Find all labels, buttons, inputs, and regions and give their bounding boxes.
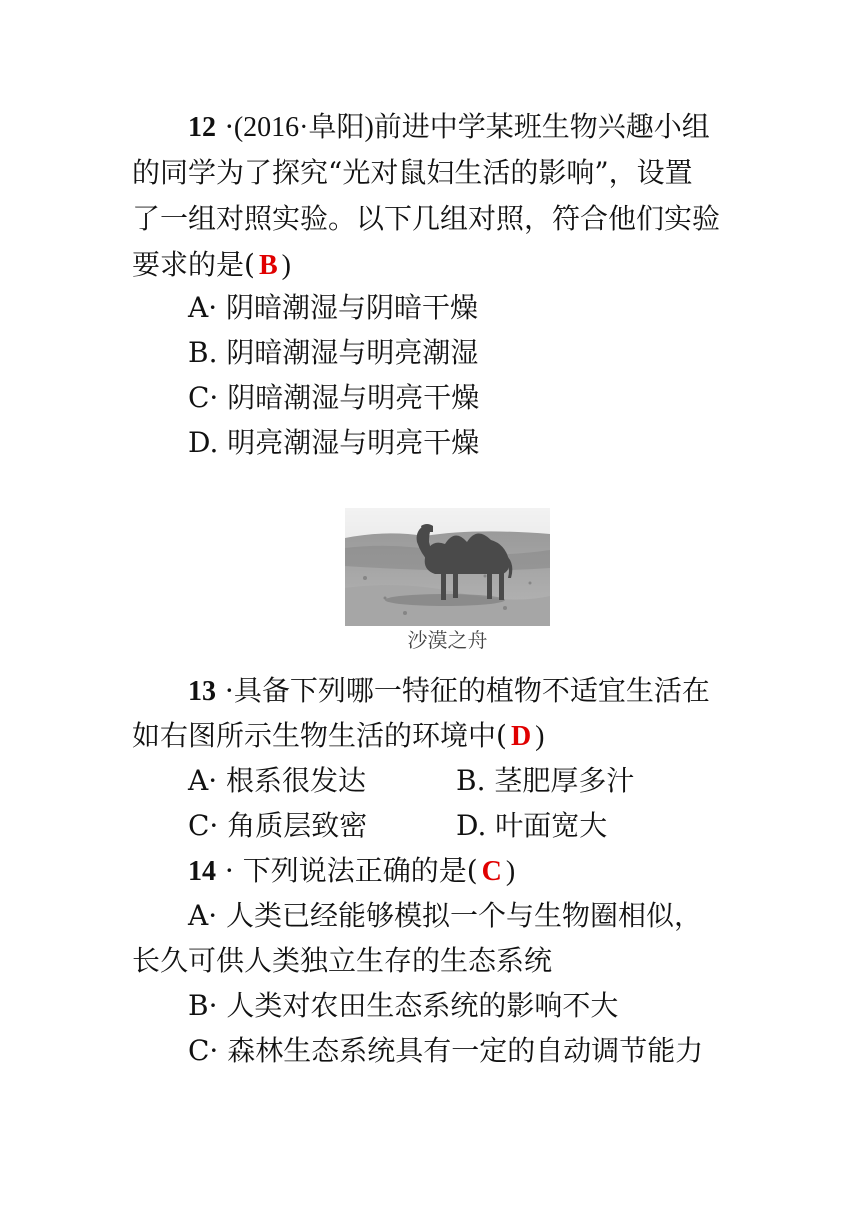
q13-number: 13: [188, 676, 216, 707]
q13-paren-close: ): [535, 721, 545, 752]
q13-stem-2: 如右图所示生物生活的环境中(: [132, 719, 507, 752]
q12-option-d: [188, 420, 748, 466]
q12-stem-3: 了一组对照实验。以下几组对照，符合他们实验: [132, 202, 721, 235]
q12-option-b: [188, 330, 748, 376]
q12-stem-2: 的同学为了探究“光对鼠妇生活的影响”，设置: [132, 156, 693, 189]
q14-number: 14: [188, 856, 216, 887]
q12-sep: ·: [224, 110, 234, 143]
q13-option-a-text: 根系很发达: [226, 764, 367, 797]
q14-paren-close: ): [505, 856, 516, 887]
q14-answer: C: [481, 856, 502, 887]
q13-line-2: [132, 713, 732, 759]
q13-option-b: [456, 758, 634, 804]
q13-option-d-label: D.: [456, 809, 487, 842]
q13-sep: ·: [224, 674, 234, 707]
q12-number: 12: [188, 112, 216, 143]
q12-option-a-label: A·: [188, 291, 218, 324]
q14-option-c-label: C·: [188, 1034, 219, 1067]
q14-option-a-label: A·: [188, 899, 218, 932]
q14-option-a-text: 人类已经能够模拟一个与生物圈相似，: [226, 899, 703, 932]
q13-option-b-text: 茎肥厚多汁: [494, 764, 635, 797]
q14-option-b: [188, 983, 748, 1029]
q12-line-2: [132, 150, 732, 196]
q14-option-b-label: B·: [188, 989, 218, 1022]
q12-option-a: [188, 285, 748, 331]
q12-answer: B: [258, 250, 278, 281]
q13-option-b-label: B.: [456, 764, 486, 797]
q12-line-4: [132, 242, 732, 288]
figure-caption: 沙漠之舟: [407, 628, 488, 652]
q12-source: (2016·阜阳): [233, 112, 374, 143]
q12-option-a-text: 阴暗潮湿与阴暗干燥: [226, 291, 479, 324]
q14-option-c-text: 森林生态系统具有一定的自动调节能力: [227, 1034, 704, 1067]
q14-option-a-continued: [132, 938, 732, 984]
q13-line-1: [188, 668, 748, 714]
q13-option-c: [188, 809, 367, 842]
q13-answer: D: [510, 721, 532, 752]
q13-option-d-text: 叶面宽大: [495, 809, 608, 842]
q13-option-a-label: A·: [188, 764, 218, 797]
q14-option-c: [188, 1028, 748, 1074]
q12-option-d-label: D.: [188, 426, 219, 459]
q13-options-row-1: [188, 758, 748, 804]
q13-stem-1: 具备下列哪一特征的植物不适宜生活在: [233, 674, 710, 707]
q14-sep: ·: [224, 854, 234, 887]
q13-option-a: [188, 764, 366, 797]
q13-option-d: [456, 803, 607, 849]
q12-paren-close: ): [281, 250, 291, 281]
q12-option-c: [188, 375, 748, 421]
q12-stem-4: 要求的是(: [132, 248, 255, 281]
q12-option-c-text: 阴暗潮湿与明亮干燥: [227, 381, 480, 414]
q12-stem-1: 前进中学某班生物兴趣小组: [373, 110, 710, 143]
q14-line-1: [188, 848, 748, 894]
q13-options-row-2: [188, 803, 748, 849]
q12-option-d-text: 明亮潮湿与明亮干燥: [227, 426, 480, 459]
q14-option-a: [188, 893, 748, 939]
q13-option-c-text: 角质层致密: [227, 809, 368, 842]
q14-option-a-text-cont: 长久可供人类独立生存的生态系统: [132, 944, 553, 977]
q12-option-b-label: B.: [188, 336, 218, 369]
q12-line-3: [132, 196, 732, 242]
q12-option-b-text: 阴暗潮湿与明亮潮湿: [226, 336, 479, 369]
q12-line-1: [188, 104, 748, 150]
q13-option-c-label: C·: [188, 809, 219, 842]
q14-option-b-text: 人类对农田生态系统的影响不大: [226, 989, 619, 1022]
q14-stem: 下列说法正确的是(: [242, 854, 478, 887]
q12-option-c-label: C·: [188, 381, 219, 414]
camel-desert-photo: [345, 508, 550, 626]
